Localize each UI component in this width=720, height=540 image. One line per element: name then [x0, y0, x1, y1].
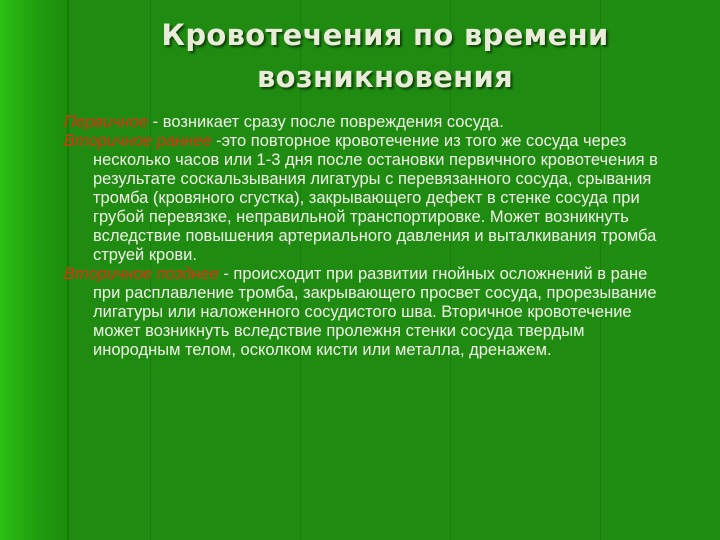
text-secondary-early: -это повторное кровотечение из того же сосуда через несколько часов или 1-3 дня после остановки первичного кровотечения в результате соскальзывания лигатуры с перевязанного сосуда, срывания тромба (кровяного сгустка), закрывающего дефект в стенке сосуда при грубой перевязке, неправильной транспортировке. Может возникнуть вследствие повышения артериального давления и выталкивания тромба струей крови.: [93, 132, 658, 264]
term-secondary-early: Вторичное раннее: [64, 132, 212, 150]
slide-title-line2: возникновения: [256, 60, 514, 94]
paragraph-secondary-early: [64, 132, 664, 265]
paragraph-secondary-late: [64, 265, 664, 360]
left-accent-strip: [0, 0, 68, 540]
paragraph-primary: [64, 113, 664, 132]
slide-body: [64, 113, 664, 360]
slide-title: [120, 14, 650, 98]
slide-title-line1: Кровотечения по времени: [161, 18, 609, 52]
term-secondary-late: Вторичное позднее: [64, 265, 219, 283]
term-primary: Первичное: [64, 113, 149, 131]
text-primary: - возникает сразу после повреждения сосуда.: [148, 113, 504, 131]
text-secondary-late: - происходит при развитии гнойных осложнений в ране при расплавление тромба, закрывающего просвет сосуда, прорезывание лигатуры или наложенного сосудистого шва. Вторичное кровотечение может возникнуть вследствие пролежня стенки сосуда твердым инородным телом, осколком кисти или металла, дренажем.: [93, 265, 657, 359]
